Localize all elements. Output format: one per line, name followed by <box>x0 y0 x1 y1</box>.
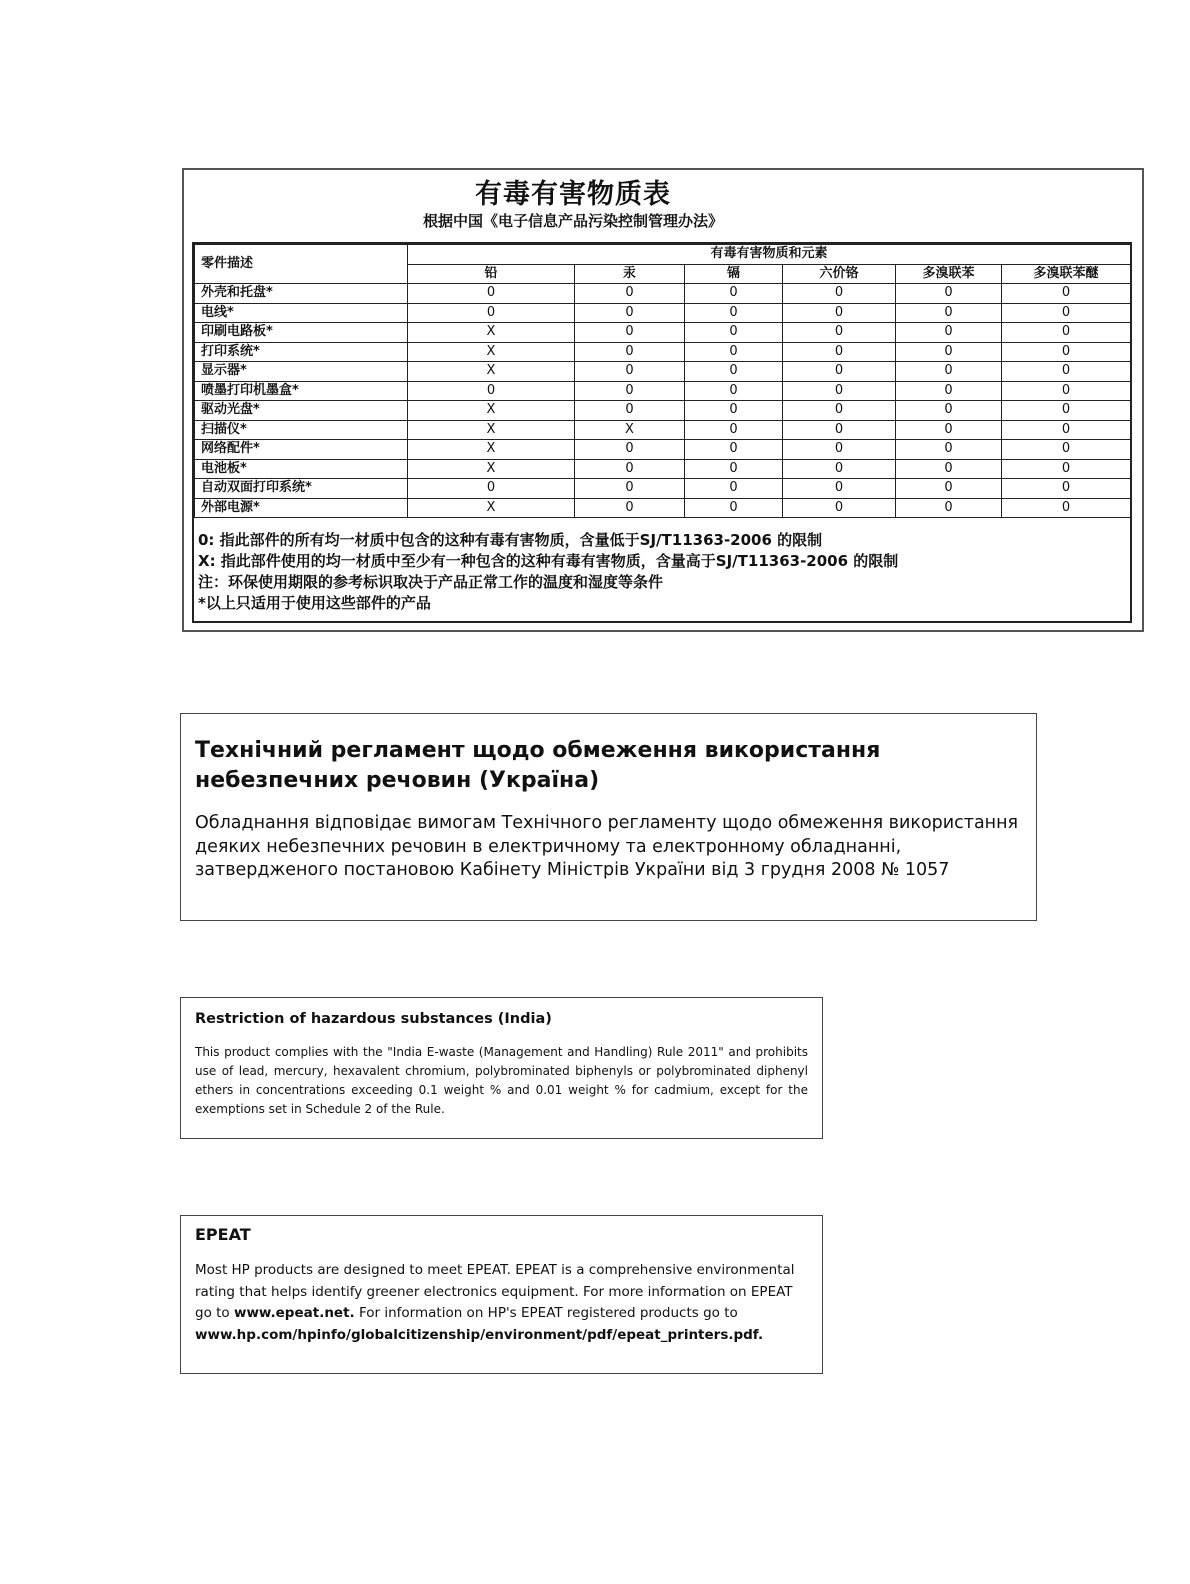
substance-value-cell <box>575 401 685 421</box>
hp-epeat-link[interactable]: www.hp.com/hpinfo/globalcitizenship/environment/pdf/epeat_printers.pdf. <box>195 1326 764 1343</box>
table-row <box>195 440 1131 460</box>
substance-value: 0 <box>729 382 738 398</box>
substance-value: 0 <box>486 285 496 301</box>
part-description-header: 零件描述 <box>195 245 408 284</box>
substance-value-cell <box>1002 420 1131 440</box>
substance-header: 多溴联苯 <box>896 264 1002 284</box>
substance-value: 0 <box>486 382 496 398</box>
substance-value-cell <box>408 498 575 518</box>
substance-value-cell <box>685 401 783 421</box>
substance-value: 0 <box>834 441 844 457</box>
substance-value-cell <box>783 284 896 304</box>
substance-value: 0 <box>729 285 738 301</box>
substance-value: X <box>486 324 496 340</box>
table-row <box>195 323 1131 343</box>
substance-value: 0 <box>486 480 496 496</box>
substance-value-cell <box>1002 479 1131 499</box>
substance-value: 0 <box>944 499 953 515</box>
substance-value: 0 <box>834 460 844 476</box>
substance-value-cell <box>896 440 1002 460</box>
substance-header: 多溴联苯醚 <box>1002 264 1131 284</box>
substance-value: 0 <box>834 363 844 379</box>
epeat-body <box>195 1260 810 1346</box>
substances-group-header: 有毒有害物质和元素 <box>408 245 1131 265</box>
substance-value: 0 <box>1061 421 1071 437</box>
substance-value: 0 <box>944 441 953 457</box>
substance-value-cell <box>575 440 685 460</box>
substance-value: 0 <box>729 499 738 515</box>
substance-value-cell <box>896 401 1002 421</box>
substance-value-cell <box>408 401 575 421</box>
substance-value-cell <box>685 479 783 499</box>
substance-header: 六价铬 <box>783 264 896 284</box>
china-table-subtitle: 根据中国《电子信息产品污染控制管理办法》 <box>422 212 723 230</box>
substance-value: 0 <box>625 460 634 476</box>
substance-value-cell <box>783 381 896 401</box>
substance-value: 0 <box>1061 480 1071 496</box>
substance-value-cell <box>783 498 896 518</box>
substance-value-cell <box>896 498 1002 518</box>
substance-value: 0 <box>625 402 634 418</box>
substance-value-cell <box>408 381 575 401</box>
substance-value-cell <box>1002 323 1131 343</box>
substance-value-cell <box>575 381 685 401</box>
substance-value: X <box>486 460 496 476</box>
substance-value: 0 <box>944 343 953 359</box>
china-table-notes <box>198 530 898 614</box>
substance-value-cell <box>783 342 896 362</box>
substance-value-cell <box>896 381 1002 401</box>
substance-value-cell <box>1002 498 1131 518</box>
substance-value-cell <box>896 284 1002 304</box>
substance-value: 0 <box>944 382 953 398</box>
substance-value-cell <box>783 479 896 499</box>
substance-value-cell <box>783 420 896 440</box>
substance-value-cell <box>575 479 685 499</box>
note-line: X: 指此部件使用的均一材质中至少有一种包含的这种有毒有害物质，含量高于SJ/T11363-2006 的限制 <box>198 552 899 570</box>
table-header-row <box>195 245 1131 265</box>
substance-value-cell <box>408 459 575 479</box>
table-row <box>195 459 1131 479</box>
substance-value: 0 <box>944 304 953 320</box>
substance-value: 0 <box>1061 363 1071 379</box>
substance-value: 0 <box>944 363 953 379</box>
epeat-text: For information on HP's EPEAT registered products go to <box>354 1305 738 1321</box>
substance-value: 0 <box>729 343 738 359</box>
substance-value-cell <box>408 362 575 382</box>
part-name-cell: 印刷电路板* <box>195 323 408 343</box>
part-name-cell: 打印系统* <box>195 342 408 362</box>
part-name-cell: 网络配件* <box>195 440 408 460</box>
substance-value: 0 <box>729 441 738 457</box>
substance-value: 0 <box>834 304 844 320</box>
substance-value: 0 <box>944 285 953 301</box>
part-name-cell: 外部电源* <box>195 498 408 518</box>
substance-value-cell <box>685 440 783 460</box>
substance-value: 0 <box>1061 304 1071 320</box>
substance-value: 0 <box>625 324 634 340</box>
substance-value: 0 <box>625 304 634 320</box>
substance-value: 0 <box>944 480 953 496</box>
substance-value-cell <box>1002 362 1131 382</box>
substance-value-cell <box>685 323 783 343</box>
part-name-cell: 扫描仪* <box>195 420 408 440</box>
substance-value: 0 <box>729 460 738 476</box>
substance-value-cell <box>783 303 896 323</box>
substance-value: 0 <box>729 324 738 340</box>
china-table-title: 有毒有害物质表 <box>475 179 671 210</box>
substance-value: X <box>625 421 634 437</box>
substance-value: 0 <box>944 421 953 437</box>
substance-value: 0 <box>1061 499 1071 515</box>
substance-value-cell <box>685 381 783 401</box>
substance-value-cell <box>896 420 1002 440</box>
table-row <box>195 381 1131 401</box>
india-heading: Restriction of hazardous substances (India) <box>195 1011 552 1027</box>
substance-value: 0 <box>944 324 953 340</box>
part-name-cell: 喷墨打印机墨盒* <box>195 381 408 401</box>
table-row <box>195 362 1131 382</box>
substance-value: 0 <box>834 324 844 340</box>
substance-value: 0 <box>625 285 634 301</box>
substance-value-cell <box>408 323 575 343</box>
substance-value-cell <box>896 303 1002 323</box>
part-name-cell: 驱动光盘* <box>195 401 408 421</box>
substance-value-cell <box>685 362 783 382</box>
substance-value: 0 <box>834 421 844 437</box>
substance-value-cell <box>685 498 783 518</box>
substance-value-cell <box>1002 381 1131 401</box>
substance-value: X <box>486 499 496 515</box>
table-body <box>195 284 1131 518</box>
substance-value-cell <box>685 303 783 323</box>
substance-header: 铅 <box>408 264 575 284</box>
table-row <box>195 479 1131 499</box>
substance-value-cell <box>575 342 685 362</box>
substance-value: 0 <box>1061 382 1071 398</box>
substance-value: X <box>486 363 496 379</box>
ukraine-body: Обладнання відповідає вимогам Технічного регламенту щодо обмеження використання деяких небезпечних речовин в електричному та електронному обладнанні, затвердженого постановою Кабінету Міністрів України від 3 грудня 2008 № 1057 <box>195 813 1019 880</box>
substance-value-cell <box>783 459 896 479</box>
epeat-link[interactable]: www.epeat.net. <box>233 1305 355 1321</box>
substance-value: X <box>486 421 496 437</box>
epeat-heading: EPEAT <box>195 1225 251 1244</box>
substance-value-cell <box>783 440 896 460</box>
substance-value-cell <box>1002 440 1131 460</box>
substance-value: 0 <box>834 480 844 496</box>
substance-value: 0 <box>486 304 496 320</box>
substance-value-cell <box>685 420 783 440</box>
substance-value-cell <box>685 459 783 479</box>
substance-value-cell <box>783 401 896 421</box>
substance-value: 0 <box>834 402 844 418</box>
part-name-cell: 自动双面打印系统* <box>195 479 408 499</box>
epeat-text: Most HP products are designed to meet EPEAT. EPEAT is a comprehensive environmental rating that helps identify greener electronics equipment. For more information on EPEAT go to <box>195 1262 795 1321</box>
substance-value: 0 <box>944 402 953 418</box>
india-body: This product complies with the "India E-waste (Management and Handling) Rule 2011" and prohibits use of lead, mercury, hexavalent chromium, polybrominated biphenyls or polybrominated diphenyl ethers in concentrations exceeding 0.1 weight % and 0.01 weight % for cadmium, except for the exemptions set in Schedule 2 of the Rule. <box>195 1045 808 1116</box>
substance-value: 0 <box>834 499 844 515</box>
substance-value: X <box>486 402 496 418</box>
substance-value: 0 <box>729 480 738 496</box>
substance-value: 0 <box>625 382 634 398</box>
substance-value: 0 <box>1061 285 1071 301</box>
substance-value-cell <box>783 323 896 343</box>
substance-value-cell <box>575 498 685 518</box>
substance-value-cell <box>408 479 575 499</box>
substance-value-cell <box>1002 342 1131 362</box>
substance-value-cell <box>575 420 685 440</box>
substance-value: 0 <box>729 402 738 418</box>
substance-value-cell <box>896 323 1002 343</box>
part-name-cell: 外壳和托盘* <box>195 284 408 304</box>
hazardous-substances-table <box>194 244 1131 518</box>
note-line: 注：环保使用期限的参考标识取决于产品正常工作的温度和湿度等条件 <box>198 573 664 591</box>
table-row <box>195 284 1131 304</box>
substance-value: 0 <box>625 441 634 457</box>
substance-value: 0 <box>1061 402 1071 418</box>
substance-value-cell <box>1002 303 1131 323</box>
table-row <box>195 498 1131 518</box>
substance-value-cell <box>575 323 685 343</box>
table-row <box>195 401 1131 421</box>
substance-value: 0 <box>1061 343 1071 359</box>
substance-value: 0 <box>834 382 844 398</box>
substance-value-cell <box>1002 459 1131 479</box>
substance-value: 0 <box>729 363 738 379</box>
substance-value-cell <box>1002 401 1131 421</box>
substance-value: 0 <box>834 343 844 359</box>
table-row <box>195 342 1131 362</box>
substance-value: 0 <box>625 499 634 515</box>
substance-value: 0 <box>944 460 953 476</box>
substance-value: 0 <box>625 480 634 496</box>
substance-value-cell <box>575 303 685 323</box>
table-row <box>195 420 1131 440</box>
substance-value-cell <box>896 342 1002 362</box>
substance-value-cell <box>408 420 575 440</box>
substance-value: 0 <box>625 363 634 379</box>
substance-value-cell <box>685 342 783 362</box>
substance-value-cell <box>408 303 575 323</box>
substance-value: 0 <box>625 343 634 359</box>
substance-value: X <box>486 441 496 457</box>
substance-header: 汞 <box>575 264 685 284</box>
substance-value-cell <box>408 342 575 362</box>
substance-value: 0 <box>729 304 738 320</box>
substance-value: 0 <box>834 285 844 301</box>
ukraine-heading: Технічний регламент щодо обмеження використання небезпечних речовин (Україна) <box>195 738 881 793</box>
substance-value: 0 <box>1061 324 1071 340</box>
substance-value-cell <box>685 284 783 304</box>
substance-value-cell <box>1002 284 1131 304</box>
substance-value: 0 <box>1061 441 1071 457</box>
substance-value-cell <box>896 479 1002 499</box>
substance-value-cell <box>783 362 896 382</box>
substance-value-cell <box>408 284 575 304</box>
substance-value: X <box>486 343 496 359</box>
substance-value-cell <box>575 459 685 479</box>
substance-value-cell <box>896 362 1002 382</box>
substance-value-cell <box>575 284 685 304</box>
substance-header: 镉 <box>685 264 783 284</box>
substance-value: 0 <box>729 421 738 437</box>
part-name-cell: 电池板* <box>195 459 408 479</box>
table-row <box>195 303 1131 323</box>
note-line: *以上只适用于使用这些部件的产品 <box>198 594 431 612</box>
substance-value-cell <box>575 362 685 382</box>
substance-value-cell <box>408 440 575 460</box>
substance-value: 0 <box>1061 460 1071 476</box>
substance-value-cell <box>896 459 1002 479</box>
note-line: 0: 指此部件的所有均一材质中包含的这种有毒有害物质，含量低于SJ/T11363-2006 的限制 <box>198 531 823 549</box>
part-name-cell: 显示器* <box>195 362 408 382</box>
part-name-cell: 电线* <box>195 303 408 323</box>
